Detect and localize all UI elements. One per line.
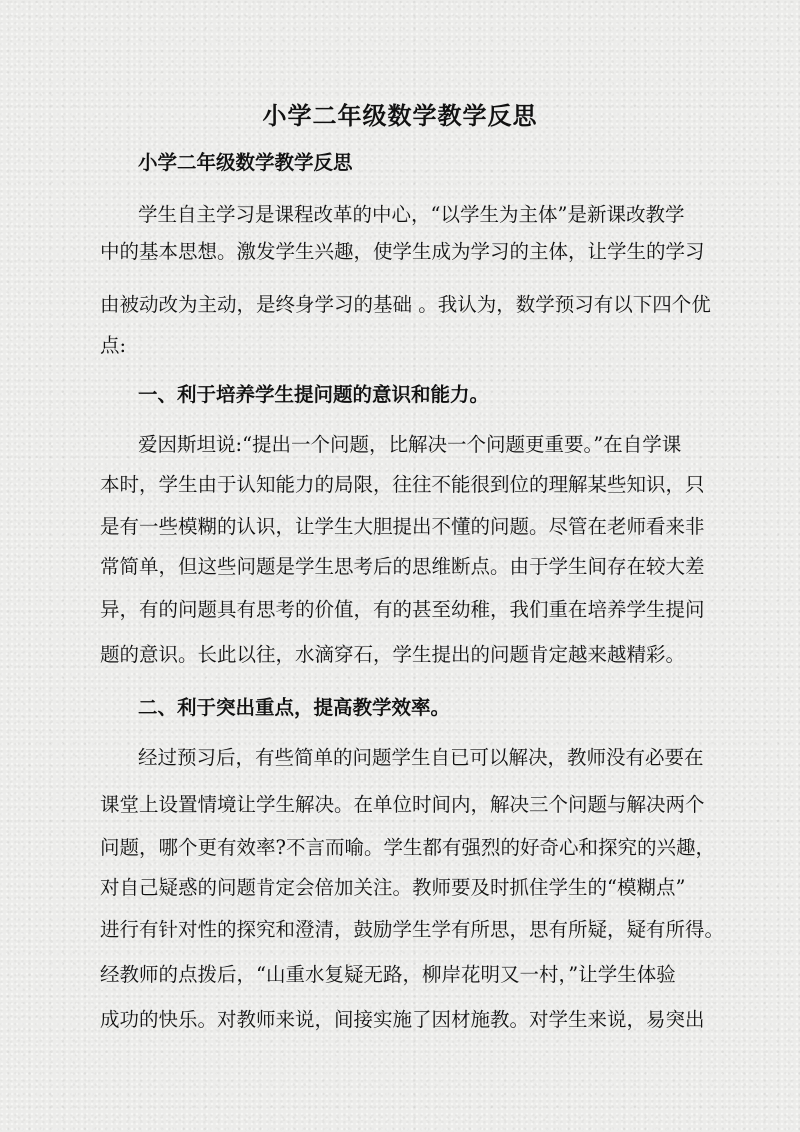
paragraph-line: 学生自主学习是课程改革的中心，“以学生为主体”是新课改教学 [138,203,685,226]
paragraph-line: 异，有的问题具有思考的价值，有的甚至幼稚，我们重在培养学生提问 [100,598,705,621]
paragraph-line: 经教师的点拨后，“山重水复疑无路，柳岸花明又一村，”让学生体验 [100,963,676,986]
paragraph-line: 中的基本思想。激发学生兴趣，使学生成为学习的主体，让学生的学习 [100,240,705,263]
paragraph-line: 是有一些模糊的认识，让学生大胆提出不懂的问题。尽管在老师看来非 [100,515,705,538]
paragraph-line: 常简单，但这些问题是学生思考后的思维断点。由于学生间存在较大差 [100,555,705,578]
paragraph-line: 爱因斯坦说:“提出一个问题，比解决一个问题更重要。”在自学课 [138,433,682,456]
paragraph-line: 进行有针对性的探究和澄清，鼓励学生学有所思，思有所疑，疑有所得。 [100,918,725,941]
paragraph-line: 点: [100,334,127,357]
section-heading: 一、利于培养学生提问题的意识和能力。 [138,383,490,406]
paragraph-line: 成功的快乐。对教师来说，间接实施了因材施教。对学生来说，易突出 [100,1008,705,1031]
paragraph-line: 课堂上设置情境让学生解决。在单位时间内，解决三个问题与解决两个 [100,793,705,816]
page-title: 小学二年级数学教学反思 [262,102,538,130]
section-heading: 二、利于突出重点，提高教学效率。 [138,696,451,719]
paragraph-line: 经过预习后，有些简单的问题学生自已可以解决，教师没有必要在 [138,746,704,769]
paragraph-line: 题的意识。长此以往，水滴穿石，学生提出的问题肯定越来越精彩。 [100,643,686,666]
paragraph-line: 问题，哪个更有效率?不言而喻。学生都有强烈的好奇心和探究的兴趣， [100,836,715,859]
paragraph-line: 对自己疑惑的问题肯定会倍加关注。教师要及时抓住学生的“模糊点” [100,876,686,899]
document-subtitle: 小学二年级数学教学反思 [138,151,353,174]
paragraph-line: 由被动改为主动，是终身学习的基础 。我认为，数学预习有以下四个优 [100,293,711,316]
paragraph-line: 本时，学生由于认知能力的局限，往往不能很到位的理解某些知识，只 [100,473,705,496]
